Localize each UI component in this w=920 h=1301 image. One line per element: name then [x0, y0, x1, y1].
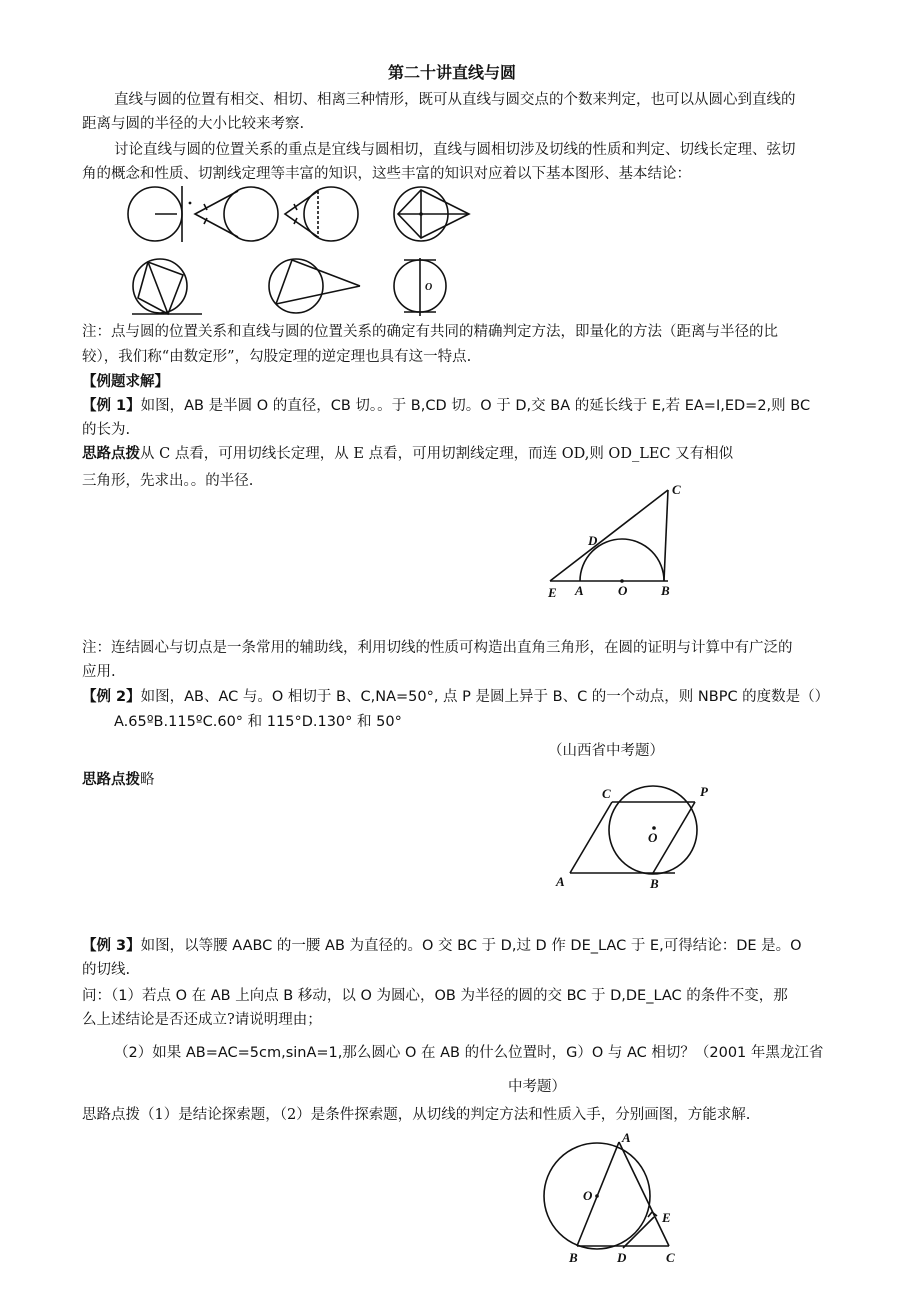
- figure-tangent-with-chord: [285, 187, 358, 241]
- ex1-label-o: O: [618, 583, 628, 598]
- example1-hint-line2: 三角形，先求出。。的半径.: [82, 473, 254, 489]
- example2-hint: [82, 770, 155, 790]
- example1-tag: 【例 1】: [82, 398, 141, 414]
- example2-line1: [82, 687, 829, 707]
- example3-q1-line1: 问：（1）若点 O 在 AB 上向点 B 移动，以 O 为圆心，OB 为半径的圆的交 BC 于 D,DE_LAC 的条件不变，那: [82, 988, 788, 1004]
- ex1-label-b: B: [661, 583, 670, 598]
- ex2-label-a: A: [556, 874, 565, 889]
- intro-p1-line2: 距离与圆的半径的大小比较来考察.: [82, 116, 305, 132]
- ex3-label-c: C: [666, 1250, 675, 1265]
- ex2-label-o: O: [648, 830, 658, 845]
- example2-options: A.65ºB.115ºC.60° 和 115°D.130° 和 50°: [114, 714, 402, 730]
- ex1-label-c: C: [672, 482, 681, 497]
- example3-figure: [535, 1130, 695, 1270]
- ex3-label-o: O: [583, 1188, 593, 1203]
- figure-radius-tangent: [128, 186, 191, 242]
- note2-line2: 应用.: [82, 664, 116, 680]
- example2-question: 如图，AB、AC 与。O 相切于 B、C,NA=50°, 点 P 是圆上异于 B、C 的一个动点，则 NBPC 的度数是（）: [140, 689, 830, 705]
- example1-line1: [82, 396, 810, 416]
- example3-tag: 【例 3】: [82, 938, 141, 954]
- ex2-label-b: B: [650, 876, 659, 891]
- ex3-label-a: A: [622, 1130, 631, 1145]
- example1-question: 如图，AB 是半圆 O 的直径，CB 切。。于 B,CD 切。O 于 D,交 BA 的延长线于 E,若 EA=I,ED=2,则 BC: [140, 398, 811, 414]
- example1-hint-label: 思路点拨: [82, 446, 140, 462]
- example3-question: 如图，以等腰 AABC 的一腰 AB 为直径的。O 交 BC 于 D,过 D 作 DE_LAC 于 E,可得结论：DE 是。O: [140, 938, 802, 954]
- ex1-label-e: E: [548, 585, 557, 600]
- example3-hint: 思路点拨（1）是结论探索题，（2）是条件探索题，从切线的判定方法和性质入手，分别画图，方能求解.: [82, 1107, 751, 1123]
- example3-q1-line2: 么上述结论是否还成立?请说明理由；: [82, 1012, 322, 1028]
- intro-p1-line1: 直线与圆的位置有相交、相切、相离三种情形，既可从直线与圆交点的个数来判定，也可以从圆心到直线的: [114, 92, 796, 108]
- example3-q2-line2: 中考题）: [508, 1079, 566, 1095]
- page-title: 第二十讲直线与圆: [388, 63, 517, 82]
- ex3-label-b: B: [569, 1250, 578, 1265]
- note1-line1: 注：点与圆的位置关系和直线与圆的位置关系的确定有共同的精确判定方法，即量化的方法（距离与半径的比: [82, 324, 778, 340]
- figure-tangent-chord-angle: [132, 259, 202, 314]
- intro-p2-line1: 讨论直线与圆的位置关系的重点是宜线与圆相切，直线与圆相切涉及切线的性质和判定、切线长定理、弦切: [114, 142, 796, 158]
- figure-tangent-lengths: [195, 187, 278, 241]
- figure-center-label: O: [425, 282, 433, 293]
- figure-tangent-kite: [394, 187, 469, 241]
- note2-line1: 注：连结圆心与切点是一条常用的辅助线，利用切线的性质可构造出直角三角形，在圆的证明与计算中有广泛的: [82, 640, 793, 656]
- example1-figure: [540, 480, 690, 605]
- example2-hint-text: 略: [140, 772, 155, 788]
- example1-line2: 的长为.: [82, 422, 131, 438]
- ex3-label-d: D: [617, 1250, 627, 1265]
- intro-p2-line2: 角的概念和性质、切割线定理等丰富的知识，这些丰富的知识对应着以下基本图形、基本结论：: [82, 166, 691, 182]
- example2-figure: [550, 780, 720, 895]
- ex1-label-a: A: [575, 583, 584, 598]
- example2-source: （山西省中考题）: [548, 743, 664, 759]
- basic-figures-row2: [130, 258, 450, 320]
- basic-figures-row1: [120, 182, 480, 244]
- note1-line2: 较），我们称“由数定形”，勾股定理的逆定理也具有这一特点.: [82, 349, 472, 365]
- ex1-label-d: D: [588, 533, 598, 548]
- figure-secant-tangent: [269, 259, 360, 313]
- example3-line2: 的切线.: [82, 962, 131, 978]
- ex3-label-e: E: [662, 1210, 671, 1225]
- example3-line1: [82, 936, 802, 956]
- example1-hint-text: 从 C 点看，可用切线长定理，从 E 点看，可用切割线定理，而连 OD,则 OD_LEC 又有相似: [140, 446, 734, 462]
- section-header: 【例题求解】: [82, 373, 169, 390]
- example2-tag: 【例 2】: [82, 689, 141, 705]
- ex2-label-p: P: [700, 784, 708, 799]
- ex2-label-c: C: [602, 786, 611, 801]
- example1-hint-line1: [82, 444, 733, 464]
- example2-hint-label: 思路点拨: [82, 772, 140, 788]
- example3-q2-line1: （2）如果 AB=AC=5cm,sinA=1,那么圆心 O 在 AB 的什么位置时，G）O 与 AC 相切？（2001 年黑龙江省: [114, 1045, 824, 1061]
- figure-diameter-tangents: [394, 258, 446, 316]
